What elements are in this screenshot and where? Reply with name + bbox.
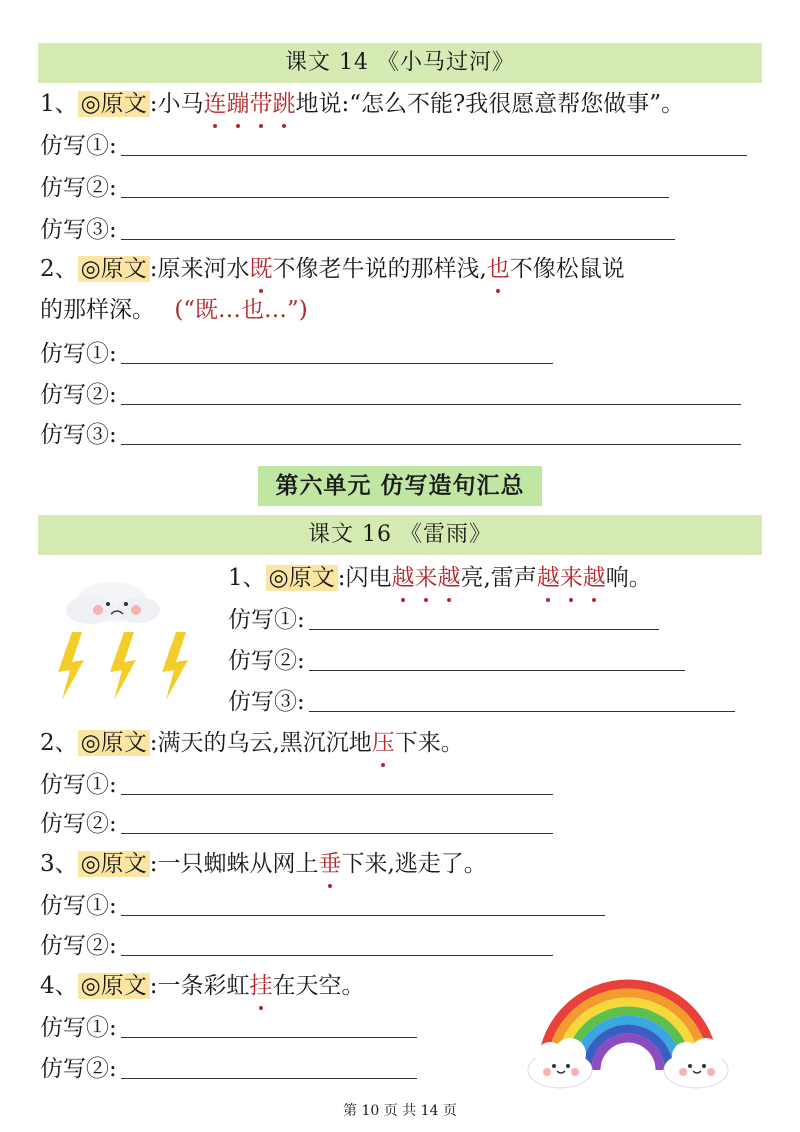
lesson14-item1-original (40, 88, 684, 120)
sentence-text: :闪电 (337, 565, 392, 591)
item-number: 2、 (40, 730, 78, 756)
highlight-char: 蹦 (226, 88, 249, 120)
item-number: 3、 (40, 851, 78, 877)
item-number: 1、 (228, 565, 266, 591)
practice-row (40, 379, 741, 411)
original-tag: ◎原文 (78, 730, 150, 756)
practice-row (40, 214, 675, 246)
answer-blank[interactable] (121, 131, 747, 156)
lesson16-item2-original (40, 727, 464, 759)
lesson16-item3-original (40, 848, 487, 880)
lesson16-item1-original (228, 562, 652, 594)
highlight-char: 垂 (318, 848, 341, 880)
page-footer: 第 10 页 共 14 页 (343, 1103, 457, 1119)
sentence-text: 在天空。 (272, 973, 365, 999)
answer-blank[interactable] (121, 770, 553, 795)
lightning-bolt-icon (58, 632, 188, 700)
highlight-char: 来 (560, 562, 583, 594)
original-tag: ◎原文 (78, 851, 150, 877)
answer-blank[interactable] (309, 605, 659, 630)
answer-blank[interactable] (121, 173, 669, 198)
sentence-text: :满天的乌云,黑沉沉地 (149, 730, 372, 756)
answer-blank[interactable] (121, 380, 741, 405)
practice-label: 仿写③: (228, 689, 305, 715)
pattern-hint: (“既…也…”) (174, 297, 308, 323)
sentence-text: 响。 (605, 565, 652, 591)
practice-label: 仿写②: (40, 1056, 117, 1082)
highlight-char: 连 (203, 88, 226, 120)
practice-row (40, 769, 553, 801)
lesson16-title: 课文 16 《雷雨》 (38, 515, 762, 555)
sentence-text: :一条彩虹 (149, 973, 250, 999)
answer-blank[interactable] (121, 931, 553, 956)
answer-blank[interactable] (121, 420, 741, 445)
item-number: 2、 (40, 256, 78, 282)
unit-title: 第六单元 仿写造句汇总 (258, 466, 542, 506)
sentence-text: :一只蜘蛛从网上 (149, 851, 319, 877)
practice-row (40, 890, 605, 922)
highlight-char: 来 (414, 562, 437, 594)
practice-label: 仿写①: (40, 893, 117, 919)
practice-label: 仿写③: (40, 217, 117, 243)
practice-label: 仿写①: (228, 607, 305, 633)
item-number: 1、 (40, 91, 78, 117)
rainbow-icon (520, 970, 735, 1095)
sentence-text: 下来,逃走了。 (341, 851, 487, 877)
highlight-char: 既 (249, 253, 272, 285)
answer-blank[interactable] (121, 809, 553, 834)
sentence-text: 不像老牛说的那样浅, (272, 256, 487, 282)
practice-label: 仿写③: (40, 422, 117, 448)
practice-row (40, 1012, 417, 1044)
highlight-char: 越 (391, 562, 414, 594)
sentence-text: 下来。 (394, 730, 464, 756)
sentence-text: 小马 (157, 91, 204, 117)
practice-label: 仿写②: (40, 382, 117, 408)
practice-label: 仿写①: (40, 341, 117, 367)
lesson14-title: 课文 14 《小马过河》 (38, 43, 762, 83)
practice-row (228, 686, 735, 718)
answer-blank[interactable] (121, 339, 553, 364)
practice-row (40, 419, 741, 451)
highlight-char: 越 (583, 562, 606, 594)
practice-row (40, 172, 669, 204)
original-tag: ◎原文 (78, 256, 150, 282)
practice-label: 仿写①: (40, 772, 117, 798)
lesson14-item2-original (40, 253, 625, 285)
sentence-text: :原来河水 (149, 256, 250, 282)
practice-label: 仿写①: (40, 133, 117, 159)
practice-row (40, 130, 747, 162)
highlight-char: 跳 (272, 88, 295, 120)
answer-blank[interactable] (121, 1054, 417, 1079)
highlight-char: 也 (487, 253, 510, 285)
sentence-text: 地说:“怎么不能?我很愿意帮您做事”。 (295, 91, 685, 117)
sentence-text: 的那样深。 (40, 297, 155, 323)
practice-label: 仿写②: (228, 648, 305, 674)
highlight-char: 带 (249, 88, 272, 120)
lesson14-item2-original-cont (40, 294, 308, 326)
colon: : (149, 91, 158, 117)
rain-cloud-icon (50, 582, 200, 712)
practice-row (40, 930, 553, 962)
practice-row (40, 808, 553, 840)
highlight-char: 压 (372, 727, 395, 759)
practice-row (228, 604, 659, 636)
practice-label: 仿写②: (40, 811, 117, 837)
answer-blank[interactable] (121, 891, 605, 916)
original-tag: ◎原文 (78, 973, 150, 999)
item-number: 4、 (40, 973, 78, 999)
practice-label: 仿写①: (40, 1015, 117, 1041)
practice-row (40, 1053, 417, 1085)
practice-row (228, 645, 685, 677)
practice-row (40, 338, 553, 370)
answer-blank[interactable] (121, 1013, 417, 1038)
smiling-cloud-icon (528, 1038, 592, 1088)
answer-blank[interactable] (121, 215, 675, 240)
practice-label: 仿写②: (40, 175, 117, 201)
practice-label: 仿写②: (40, 933, 117, 959)
answer-blank[interactable] (309, 646, 685, 671)
original-tag: ◎原文 (78, 91, 150, 117)
sentence-text: 不像松鼠说 (509, 256, 625, 282)
answer-blank[interactable] (309, 687, 735, 712)
highlight-char: 挂 (249, 970, 272, 1002)
sentence-text: 亮,雷声 (460, 565, 537, 591)
highlight-char: 越 (437, 562, 460, 594)
original-tag: ◎原文 (266, 565, 338, 591)
highlight-char: 越 (537, 562, 560, 594)
lesson16-item4-original (40, 970, 364, 1002)
